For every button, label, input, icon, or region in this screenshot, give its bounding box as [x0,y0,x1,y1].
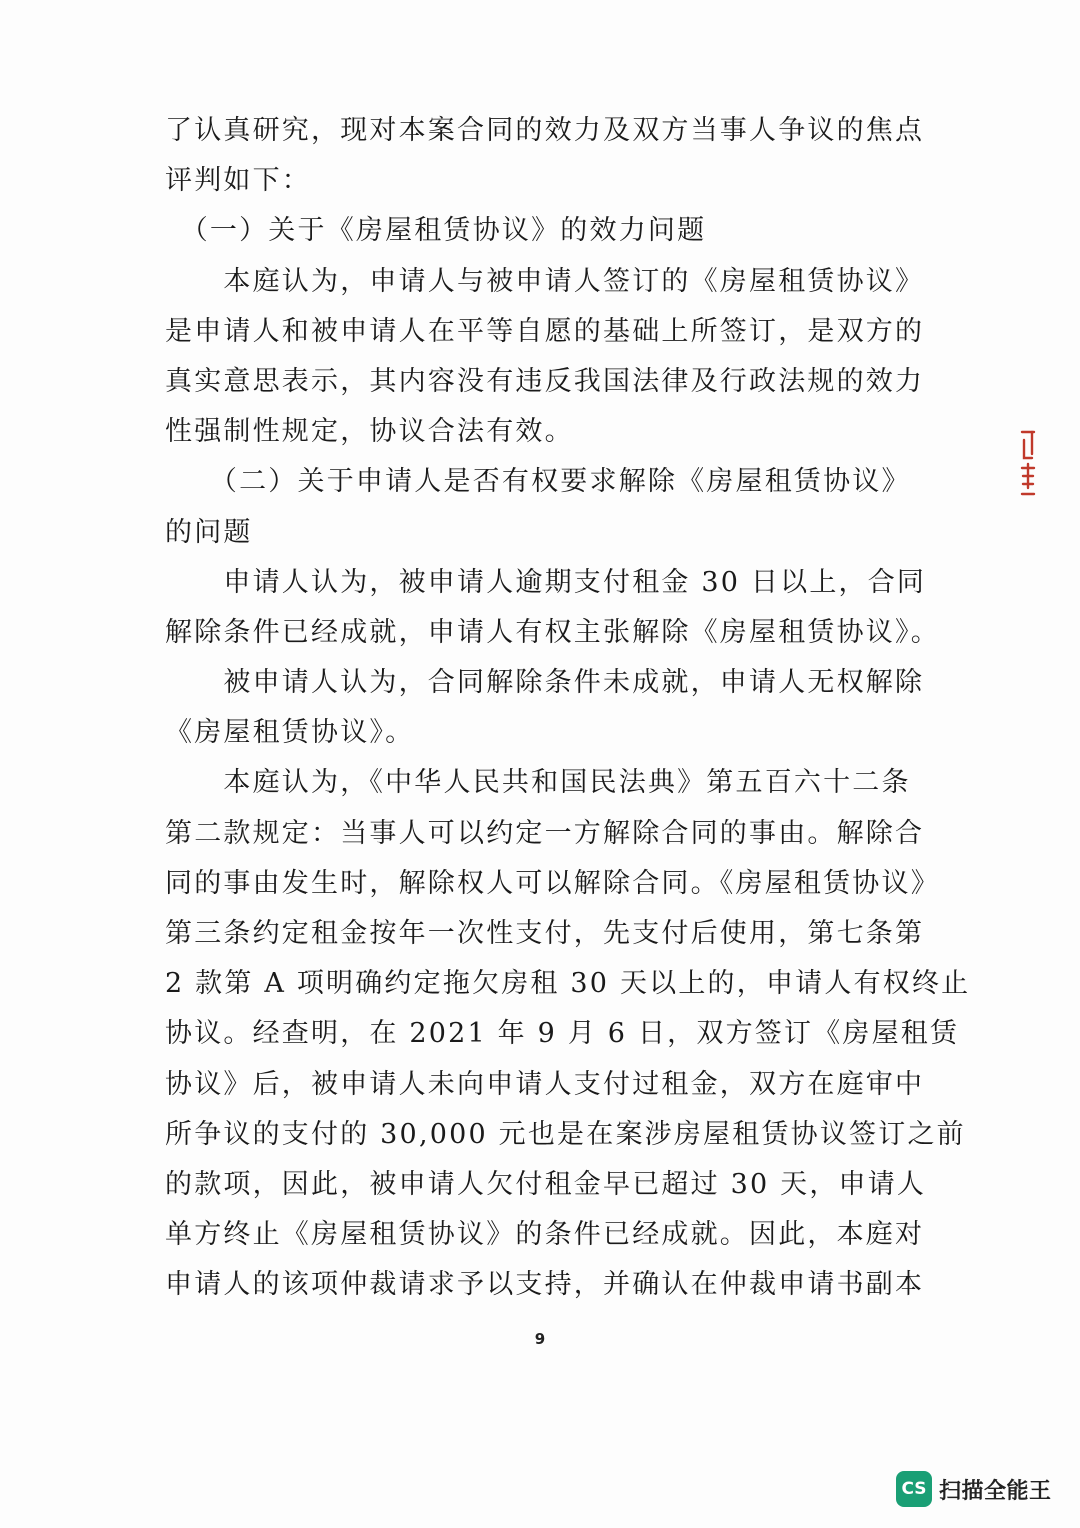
text-line: 本庭认为，《中华人民共和国民法典》第五百六十二条 [165,767,911,799]
text-line: 本庭认为，申请人与被申请人签订的《房屋租赁协议》 [165,265,925,297]
text-line: 解除条件已经成就，申请人有权主张解除《房屋租赁协议》。 [165,616,940,648]
seal-stamp-edge [1018,428,1038,500]
text-line: 协议》后，被申请人未向申请人支付过租金，双方在庭审中 [165,1068,925,1100]
text-line: 的问题 [165,516,253,548]
text-line: 2 款第 A 项明确约定拖欠房租 30 天以上的，申请人有权终止 [165,968,971,1000]
text-line: 第三条约定租金按年一次性支付，先支付后使用，第七条第 [165,918,925,949]
section-heading: （二）关于申请人是否有权要求解除《房屋租赁协议》 [165,466,911,498]
scanner-watermark [896,1469,1052,1509]
text-line: 了认真研究，现对本案合同的效力及双方当事人争议的焦点 [165,115,925,146]
text-line: 同的事由发生时，解除权人可以解除合同。《房屋租赁协议》 [165,867,940,899]
text-line: 的款项，因此，被申请人欠付租金早已超过 30 天，申请人 [165,1168,927,1200]
scanner-app-name: 扫描全能王 [939,1478,1052,1504]
text-line: 申请人的该项仲裁请求予以支持，并确认在仲裁申请书副本 [165,1269,925,1301]
camscanner-logo-icon: CS [896,1471,932,1507]
text-line: 所争议的支付的 30,000 元也是在案涉房屋租赁协议签订之前 [165,1118,966,1150]
text-line: 协议。经查明，在 2021 年 9 月 6 日，双方签订《房屋租赁 [165,1018,960,1050]
text-line: 被申请人认为，合同解除条件未成就，申请人无权解除 [165,667,925,699]
text-line: 单方终止《房屋租赁协议》的条件已经成就。因此，本庭对 [165,1219,925,1251]
text-line: 《房屋租赁协议》。 [165,717,415,749]
text-line: 第二款规定：当事人可以约定一方解除合同的事由。解除合 [165,817,925,849]
text-line: 真实意思表示，其内容没有违反我国法律及行政法规的效力 [165,365,925,397]
text-line: 性强制性规定，协议合法有效。 [165,416,574,448]
text-line: 申请人认为，被申请人逾期支付租金 30 日以上，合同 [165,566,927,598]
section-heading: （一）关于《房屋租赁协议》的效力问题 [165,215,707,247]
document-body [165,106,971,1311]
text-line: 是申请人和被申请人在平等自愿的基础上所签订，是双方的 [165,315,925,347]
text-line: 评判如下： [165,165,311,197]
page-number: 9 [534,1330,546,1348]
